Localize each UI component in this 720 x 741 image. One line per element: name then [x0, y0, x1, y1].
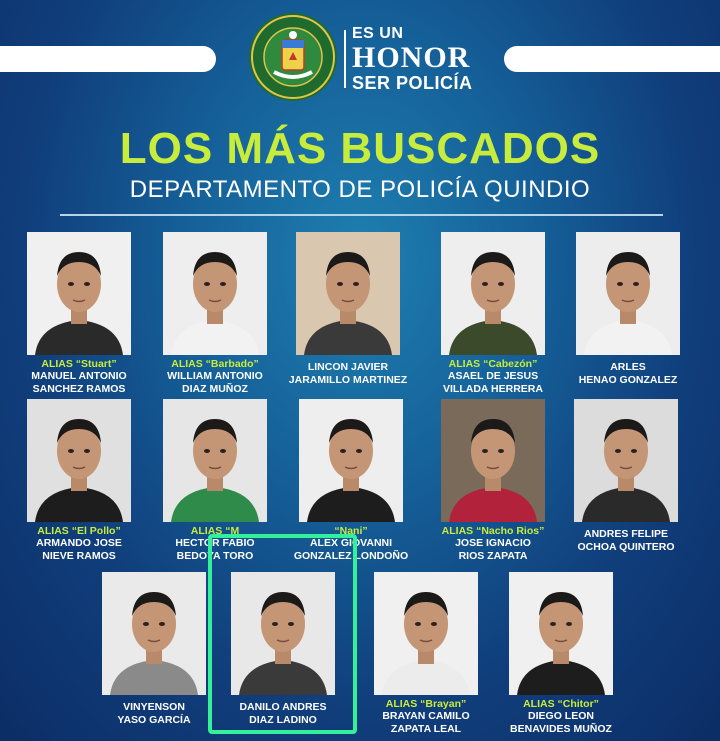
- header-left-bar: [0, 46, 216, 72]
- suspect-photo: [374, 572, 478, 695]
- suspect-alias: ALIAS “Nacho Rios”: [441, 525, 545, 537]
- suspect-photo: [163, 399, 267, 522]
- suspect-photo: [296, 232, 400, 355]
- suspect-photo: [509, 572, 613, 695]
- suspect-photo: [299, 399, 403, 522]
- suspect-name-line1: JOSE IGNACIO: [455, 537, 531, 549]
- suspect-name-line2: RIOS ZAPATA: [458, 549, 528, 562]
- police-seal-icon: [248, 12, 338, 102]
- suspect-name-line2: ZAPATA LEAL: [390, 722, 462, 735]
- slogan: [352, 26, 473, 92]
- header-right-bar: [504, 46, 720, 72]
- suspect-name-line1: LINCON JAVIER: [307, 361, 389, 373]
- suspect-name-line1: ARLES: [610, 361, 646, 373]
- suspect-name-line2: GONZALEZ LONDOÑO: [293, 549, 409, 562]
- suspect-name-line1: ANDRES FELIPE: [583, 528, 668, 540]
- slogan-line2: HONOR: [352, 41, 471, 74]
- suspect-photo: [163, 232, 267, 355]
- suspect-photo: [441, 399, 545, 522]
- wanted-card: [554, 232, 702, 386]
- suspect-name-line2: SANCHEZ RAMOS: [32, 382, 126, 395]
- suspect-photo: [574, 399, 678, 522]
- suspect-name-line1: DANILO ANDRES: [239, 701, 327, 713]
- wanted-card: [141, 232, 289, 395]
- suspect-alias: ALIAS “Stuart”: [41, 358, 117, 370]
- suspect-name-line1: DIEGO LEON: [528, 710, 594, 722]
- suspect-photo: [27, 232, 131, 355]
- wanted-card: [80, 572, 228, 726]
- suspect-name-line2: VILLADA HERRERA: [443, 382, 543, 395]
- slogan-line3: SER POLICÍA: [352, 73, 473, 93]
- suspect-name-line2: NIEVE RAMOS: [42, 549, 116, 562]
- suspect-name-line2: DIAZ MUÑOZ: [182, 382, 248, 395]
- title-rule: [60, 214, 663, 216]
- highlight-frame: [208, 534, 357, 734]
- suspect-photo: [441, 232, 545, 355]
- suspect-alias: “Nani”: [334, 525, 368, 537]
- suspect-name-line1: VINYENSON: [123, 701, 185, 713]
- suspect-alias: ALIAS “El Pollo”: [37, 525, 121, 537]
- page-subtitle: DEPARTAMENTO DE POLICÍA QUINDIO: [129, 176, 591, 203]
- wanted-card: [5, 232, 153, 395]
- wanted-card: [419, 232, 567, 395]
- suspect-name-line2: OCHOA QUINTERO: [577, 540, 675, 553]
- suspect-alias: ALIAS “Cabezón”: [448, 358, 538, 370]
- page-title: LOS MÁS BUSCADOS: [119, 124, 601, 173]
- header-divider: [344, 30, 346, 88]
- suspect-name-line1: ARMANDO JOSE: [36, 537, 122, 549]
- suspect-name-line2: JARAMILLO MARTINEZ: [288, 373, 408, 386]
- suspect-name-line1: HECTOR FABIO: [175, 537, 255, 549]
- suspect-alias: ALIAS “Brayan”: [385, 698, 467, 710]
- wanted-card: [274, 232, 422, 386]
- wanted-card: [5, 399, 153, 562]
- wanted-card: [419, 399, 567, 562]
- slogan-line1: ES UN: [352, 25, 404, 42]
- suspect-name-line2: YASO GARCÍA: [117, 713, 191, 726]
- suspect-name-line2: BENAVIDES MUÑOZ: [510, 722, 612, 735]
- suspect-photo: [102, 572, 206, 695]
- suspect-name-line2: BEDOYA TORO: [176, 549, 254, 562]
- wanted-card: [352, 572, 500, 735]
- suspect-alias: ALIAS “Barbado”: [171, 358, 259, 370]
- suspect-name-line2: HENAO GONZALEZ: [578, 373, 678, 386]
- suspect-alias: ALIAS “M: [190, 525, 240, 537]
- suspect-photo: [27, 399, 131, 522]
- suspect-name-line2: DIAZ LADINO: [249, 713, 317, 726]
- suspect-name-line1: WILLIAM ANTONIO: [167, 370, 263, 382]
- suspect-name-line1: MANUEL ANTONIO: [31, 370, 127, 382]
- wanted-card: [487, 572, 635, 735]
- suspect-photo: [576, 232, 680, 355]
- suspect-alias: ALIAS “Chitor”: [523, 698, 599, 710]
- suspect-name-line1: ALEX GIOVANNI: [309, 537, 393, 549]
- suspect-name-line1: ASAEL DE JESUS: [447, 370, 539, 382]
- suspect-name-line1: BRAYAN CAMILO: [382, 710, 470, 722]
- wanted-card: [552, 399, 700, 553]
